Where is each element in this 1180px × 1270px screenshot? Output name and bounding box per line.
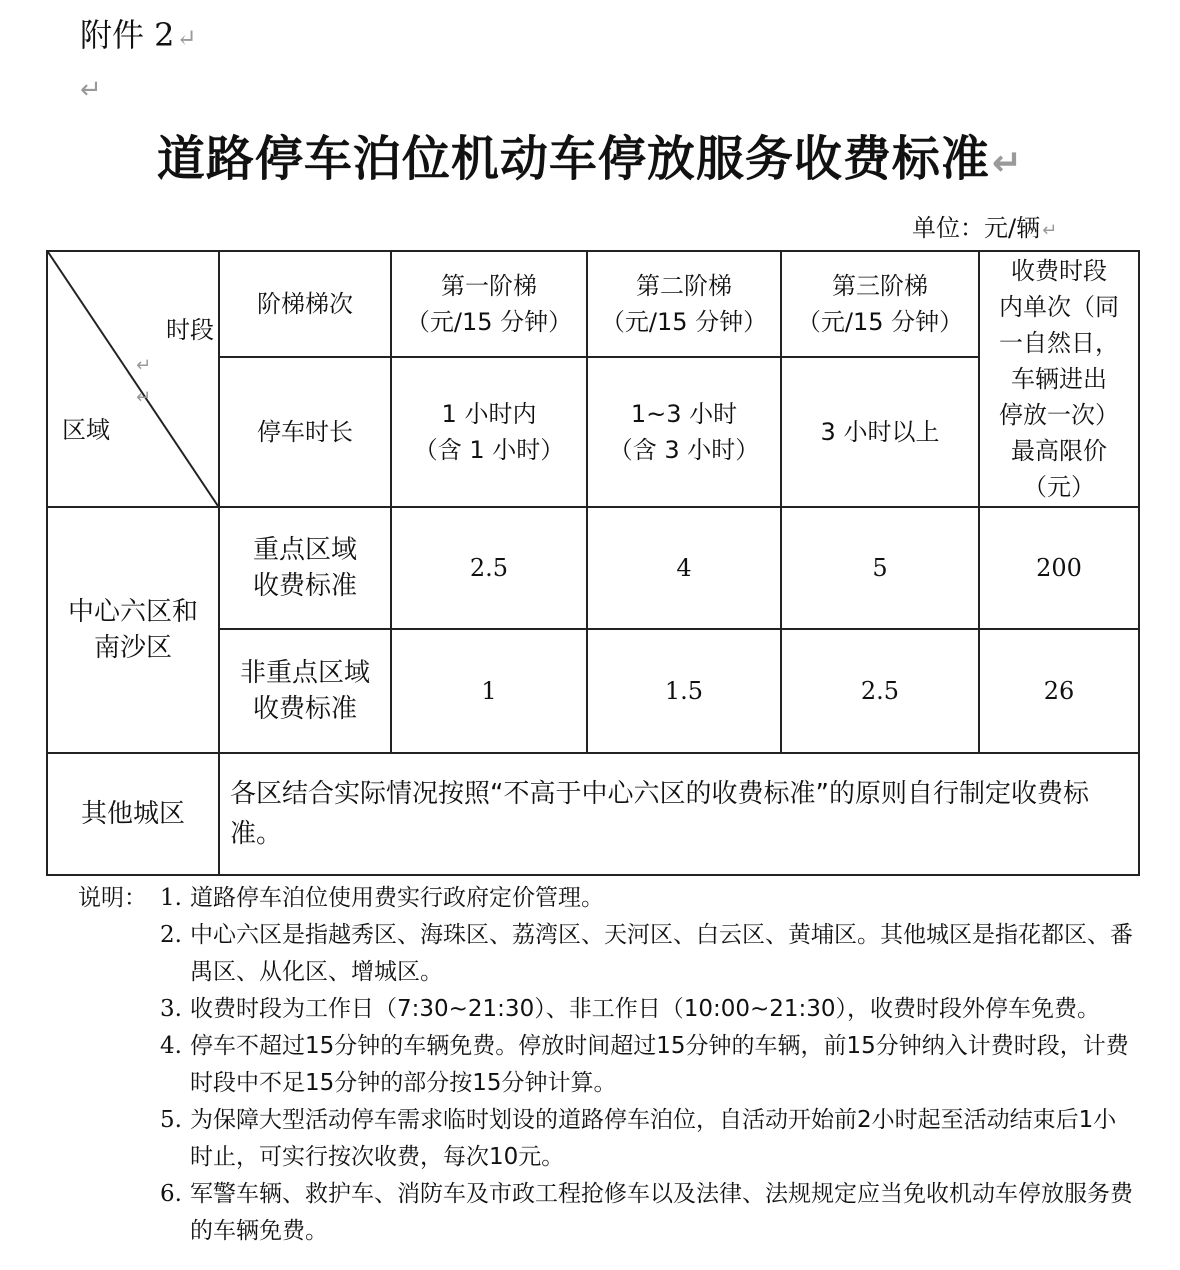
fee-value: 5 [781, 507, 979, 629]
note-item: 4. 停车不超过15分钟的车辆免费。停放时间超过15分钟的车辆，前15分钟纳入计费时段，计费时段中不足15分钟的部分按15分钟计算。 [160, 1033, 1129, 1096]
fee-value: 2.5 [781, 629, 979, 753]
diagonal-header-cell [47, 251, 219, 507]
header-time-period: 时段 [166, 316, 214, 344]
unit-label: 单位：元/辆 ↵ [912, 214, 1058, 242]
duration-label-cell: 停车时长 [219, 357, 391, 507]
note-item: 5. 为保障大型活动停车需求临时划设的道路停车泊位，自活动开始前2小时起至活动结束后1小时止，可实行按次收费，每次10元。 [160, 1107, 1117, 1170]
notes-label: 说明： [78, 885, 147, 911]
header-region: 区域 [62, 416, 110, 444]
fee-value: 200 [979, 507, 1139, 629]
other-region-description: 各区结合实际情况按照“不高于中心六区的收费标准”的原则自行制定收费标准。 [219, 753, 1139, 875]
paragraph-mark: ↵ [80, 75, 102, 105]
table-row [47, 507, 1139, 629]
fee-value: 4 [587, 507, 781, 629]
fee-value: 2.5 [391, 507, 587, 629]
tier-1-duration: 1 小时内 （含 1 小时） [391, 357, 587, 507]
note-item: 3. 收费时段为工作日（7:30~21:30）、非工作日（10:00~21:30），收费时段外停车免费。 [160, 996, 1101, 1022]
paragraph-mark: ↵ [136, 387, 152, 408]
diagonal-line [48, 252, 218, 506]
table-header-row [47, 251, 1139, 357]
other-region-row [47, 753, 1139, 875]
tier-3-duration: 3 小时以上 [781, 357, 979, 507]
row-label-non-key-area: 非重点区域 收费标准 [219, 629, 391, 753]
tier-2-duration: 1~3 小时 （含 3 小时） [587, 357, 781, 507]
row-label-key-area: 重点区域 收费标准 [219, 507, 391, 629]
fee-value: 1 [391, 629, 587, 753]
tier-1-header: 第一阶梯 （元/15 分钟） [391, 251, 587, 357]
tier-3-header: 第三阶梯 （元/15 分钟） [781, 251, 979, 357]
tier-label-cell: 阶梯梯次 [219, 251, 391, 357]
note-item: 1. 道路停车泊位使用费实行政府定价管理。 [160, 885, 604, 911]
central-region-cell: 中心六区和 南沙区 [47, 507, 219, 753]
notes-section [78, 880, 1138, 1250]
max-price-header: 收费时段 内单次（同 一自然日， 车辆进出 停放一次） 最高限价 （元） [979, 251, 1139, 507]
fee-value: 26 [979, 629, 1139, 753]
paragraph-mark: ↵ [136, 355, 152, 376]
fee-value: 1.5 [587, 629, 781, 753]
fee-table [46, 250, 1140, 876]
tier-2-header: 第二阶梯 （元/15 分钟） [587, 251, 781, 357]
other-region-cell: 其他城区 [47, 753, 219, 875]
attachment-label: 附件 2↵ [80, 16, 197, 54]
note-item: 6. 军警车辆、救护车、消防车及市政工程抢修车以及法律、法规规定应当免收机动车停放服务费的车辆免费。 [160, 1181, 1133, 1244]
document-title: 道路停车泊位机动车停放服务收费标准↵ [156, 131, 1024, 187]
note-item: 2. 中心六区是指越秀区、海珠区、荔湾区、天河区、白云区、黄埔区。其他城区是指花都区、番禺区、从化区、增城区。 [160, 922, 1133, 985]
